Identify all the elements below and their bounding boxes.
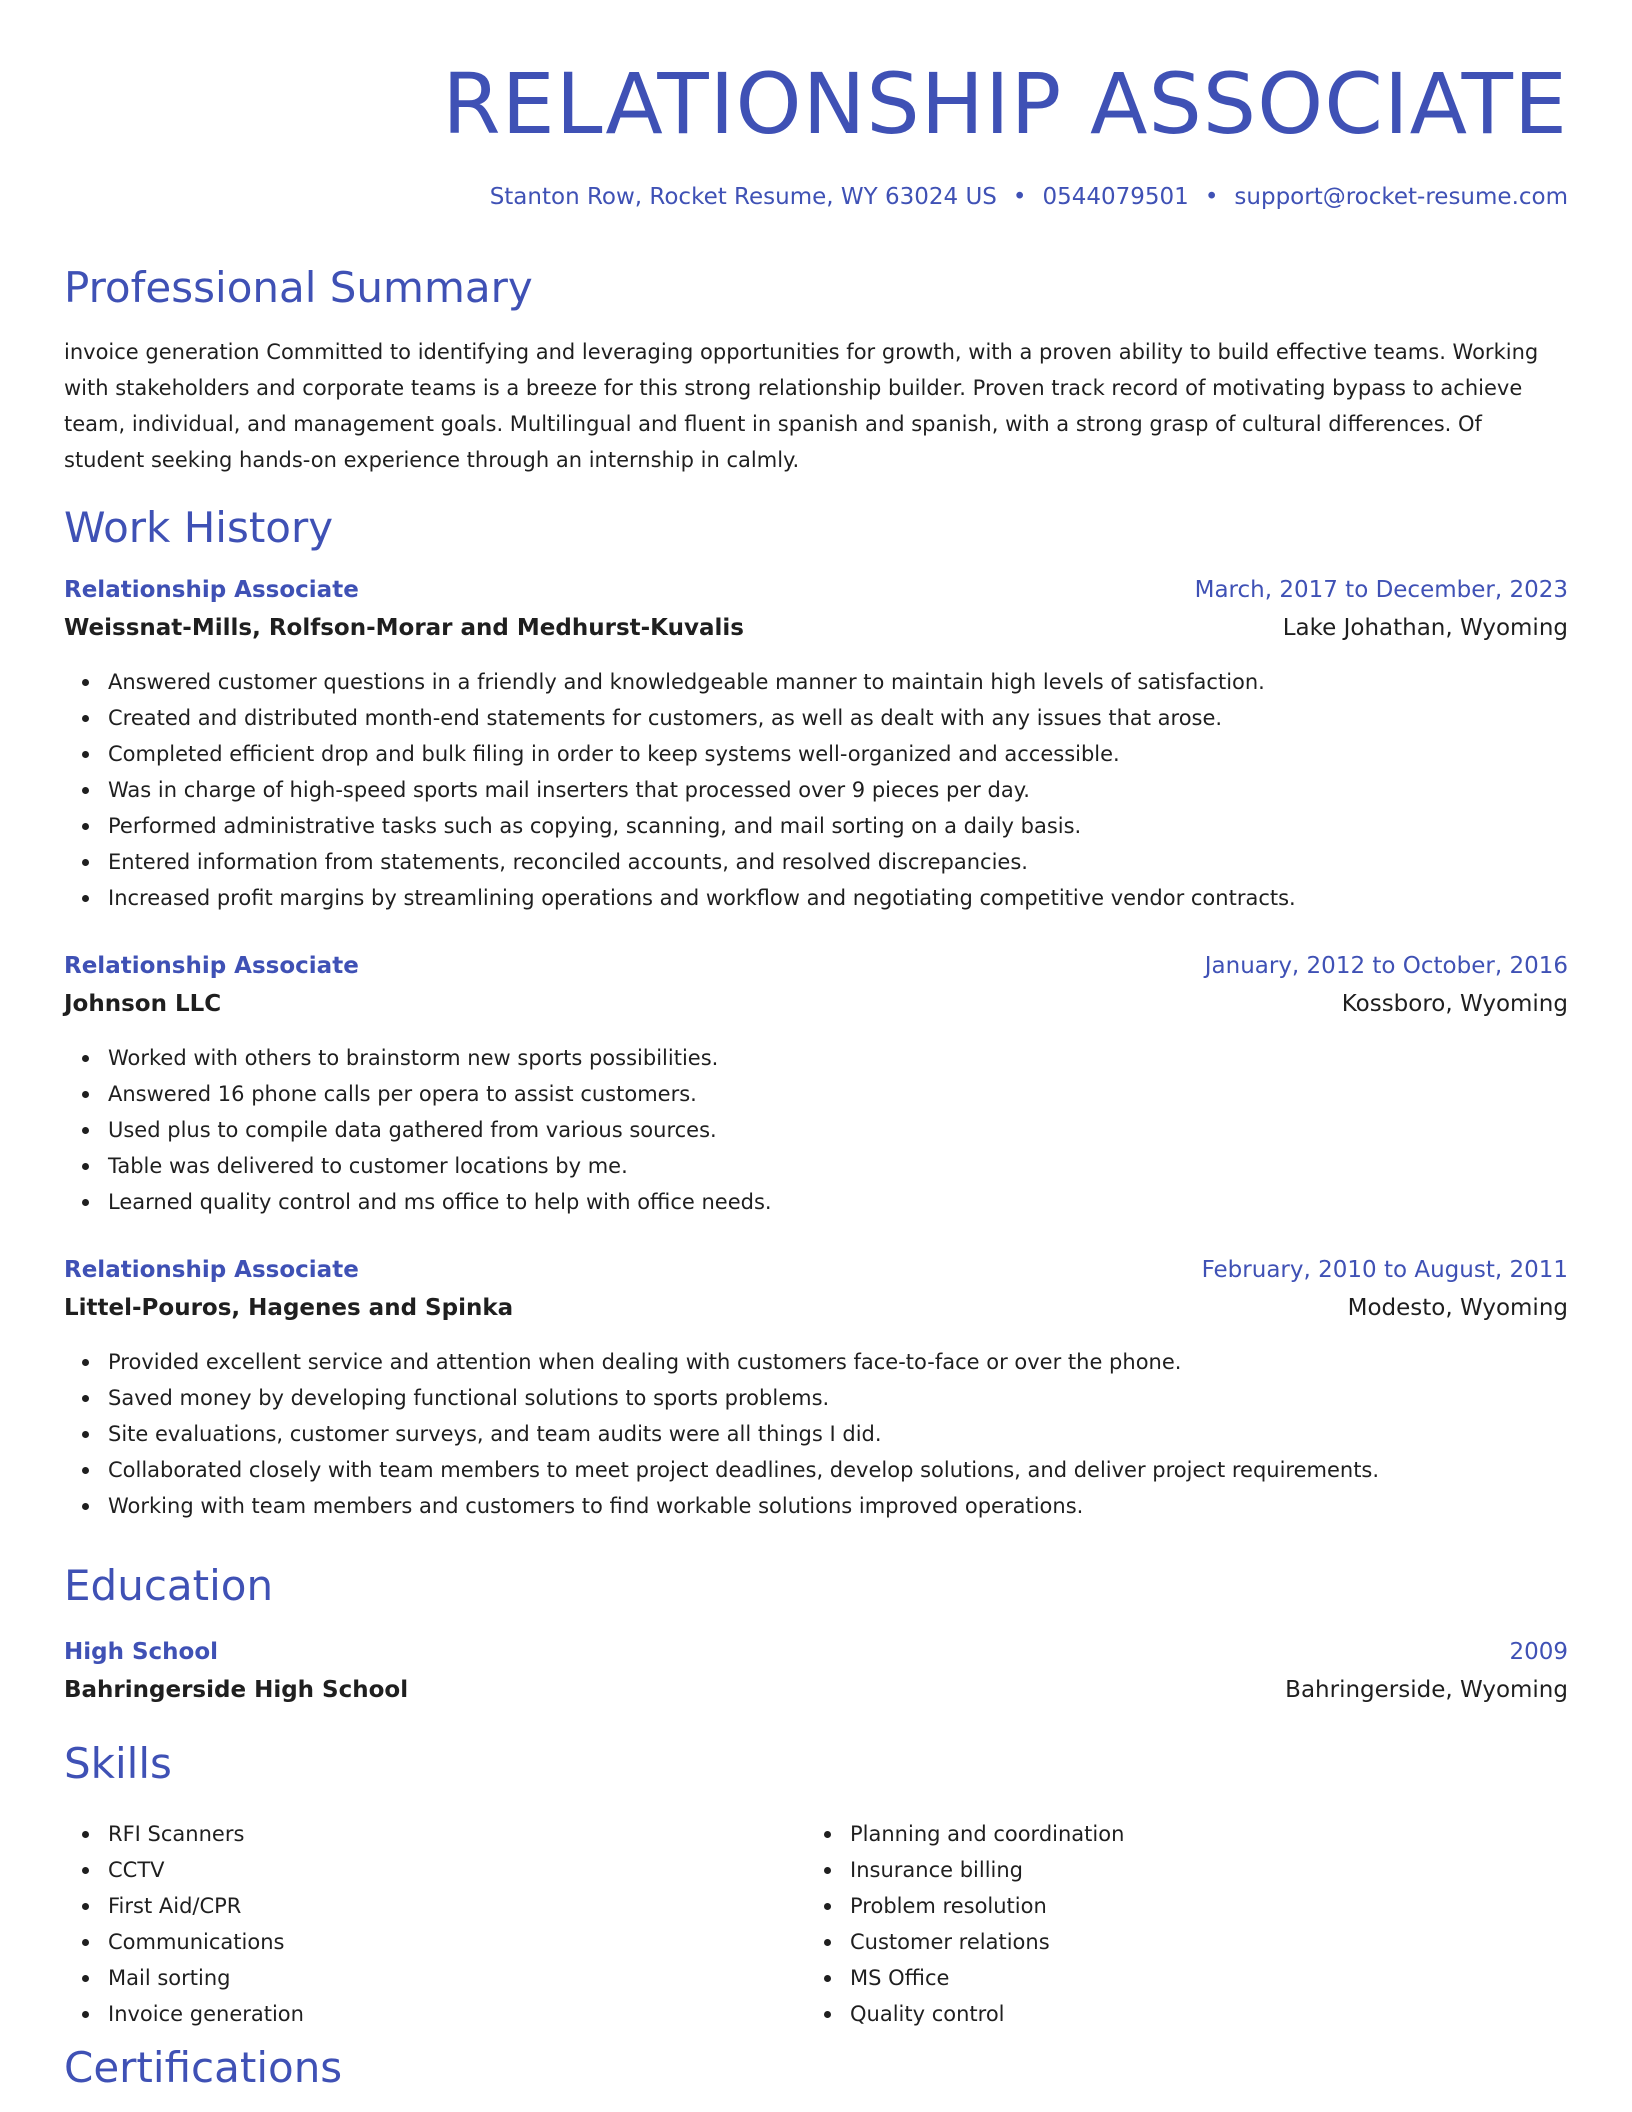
job-company: Weissnat-Mills, Rolfson-Morar and Medhurst-Kuvalis <box>64 615 744 641</box>
job-company-row <box>64 986 1568 1024</box>
summary-text: invoice generation Committed to identifying and leveraging opportunities for growth, with a proven ability to build effective teams. Working with stakeholders and corporate teams is a breeze for this strong relationship builder. Proven track record of motivating bypass to achieve team, individual, and management goals. Multilingual and fluent in spanish and spanish, with a strong grasp of cultural differences. Of student seeking hands-on experience through an internship in calmly. <box>64 340 1539 472</box>
skill-item: MS Office <box>850 1960 1124 1996</box>
education-entry <box>64 1634 1568 1710</box>
job-title: Relationship Associate <box>64 953 359 979</box>
education-school: Bahringerside High School <box>64 1677 409 1703</box>
skill-item: RFI Scanners <box>108 1816 304 1852</box>
contact-separator: • <box>1012 184 1027 210</box>
job-bullet: Increased profit margins by streamlining operations and workflow and negotiating competitive vendor contracts. <box>108 880 1568 916</box>
skill-item: Customer relations <box>850 1924 1124 1960</box>
job-bullet: Provided excellent service and attention when dealing with customers face-to-face or over the phone. <box>108 1344 1568 1380</box>
job-bullet: Created and distributed month-end statements for customers, as well as dealt with any issues that arose. <box>108 700 1568 736</box>
resume-name: RELATIONSHIP ASSOCIATE <box>442 55 1568 153</box>
job-header-row <box>64 1252 1568 1290</box>
job-dates: March, 2017 to December, 2023 <box>1194 577 1568 603</box>
education-year: 2009 <box>1509 1639 1568 1665</box>
contact-separator: • <box>1204 184 1219 210</box>
contact-address: Stanton Row, Rocket Resume, WY 63024 US <box>489 184 997 210</box>
section-title-summary: Professional Summary <box>64 263 533 312</box>
education-school-row <box>64 1672 1568 1710</box>
skill-item: Invoice generation <box>108 1996 304 2032</box>
job-location: Lake Johathan, Wyoming <box>1282 615 1568 641</box>
job-bullet: Was in charge of high-speed sports mail inserters that processed over 9 pieces per day. <box>108 772 1568 808</box>
job-dates: February, 2010 to August, 2011 <box>1201 1257 1568 1283</box>
skills-column <box>806 1816 1124 2032</box>
job-bullets <box>64 664 1568 916</box>
skill-item: Mail sorting <box>108 1960 304 1996</box>
job-company-row <box>64 610 1568 648</box>
education-location: Bahringerside, Wyoming <box>1285 1677 1568 1703</box>
job-dates: January, 2012 to October, 2016 <box>1204 953 1568 979</box>
job-bullet: Learned quality control and ms office to help with office needs. <box>108 1184 1568 1220</box>
job-bullet: Answered 16 phone calls per opera to assist customers. <box>108 1076 1568 1112</box>
job-location: Kossboro, Wyoming <box>1341 991 1568 1017</box>
education-degree: High School <box>64 1639 219 1665</box>
skill-item: Quality control <box>850 1996 1124 2032</box>
job-location: Modesto, Wyoming <box>1347 1295 1568 1321</box>
skill-item: CCTV <box>108 1852 304 1888</box>
job-bullet: Completed efficient drop and bulk filing in order to keep systems well-organized and accessible. <box>108 736 1568 772</box>
skill-item: Planning and coordination <box>850 1816 1124 1852</box>
job-company: Littel-Pouros, Hagenes and Spinka <box>64 1295 514 1321</box>
skill-item: Communications <box>108 1924 304 1960</box>
job-bullet: Saved money by developing functional solutions to sports problems. <box>108 1380 1568 1416</box>
job-bullet: Working with team members and customers to find workable solutions improved operations. <box>108 1488 1568 1524</box>
job-bullet: Performed administrative tasks such as copying, scanning, and mail sorting on a daily basis. <box>108 808 1568 844</box>
job-bullet: Used plus to compile data gathered from various sources. <box>108 1112 1568 1148</box>
section-title-education: Education <box>64 1561 274 1610</box>
job-title: Relationship Associate <box>64 1257 359 1283</box>
skill-item: First Aid/CPR <box>108 1888 304 1924</box>
job-entry <box>64 948 1568 1220</box>
job-bullets <box>64 1040 1568 1220</box>
job-header-row <box>64 948 1568 986</box>
skill-item: Problem resolution <box>850 1888 1124 1924</box>
job-entry <box>64 572 1568 916</box>
section-title-certifications: Certifications <box>64 2043 343 2092</box>
job-entry <box>64 1252 1568 1524</box>
job-bullet: Table was delivered to customer locations by me. <box>108 1148 1568 1184</box>
contact-line <box>490 180 1568 214</box>
job-bullet: Site evaluations, customer surveys, and team audits were all things I did. <box>108 1416 1568 1452</box>
skills-column <box>64 1816 304 2032</box>
job-bullet: Answered customer questions in a friendly and knowledgeable manner to maintain high levels of satisfaction. <box>108 664 1568 700</box>
section-title-work-history: Work History <box>64 503 334 552</box>
job-header-row <box>64 572 1568 610</box>
section-title-skills: Skills <box>64 1739 172 1788</box>
skill-item: Insurance billing <box>850 1852 1124 1888</box>
job-bullets <box>64 1344 1568 1524</box>
job-bullet: Entered information from statements, reconciled accounts, and resolved discrepancies. <box>108 844 1568 880</box>
job-bullet: Worked with others to brainstorm new sports possibilities. <box>108 1040 1568 1076</box>
job-bullet: Collaborated closely with team members to meet project deadlines, develop solutions, and deliver project requirements. <box>108 1452 1568 1488</box>
contact-email: support@rocket-resume.com <box>1234 184 1568 210</box>
education-header-row <box>64 1634 1568 1672</box>
job-title: Relationship Associate <box>64 577 359 603</box>
job-company: Johnson LLC <box>64 991 222 1017</box>
contact-phone: 0544079501 <box>1042 184 1189 210</box>
job-company-row <box>64 1290 1568 1328</box>
